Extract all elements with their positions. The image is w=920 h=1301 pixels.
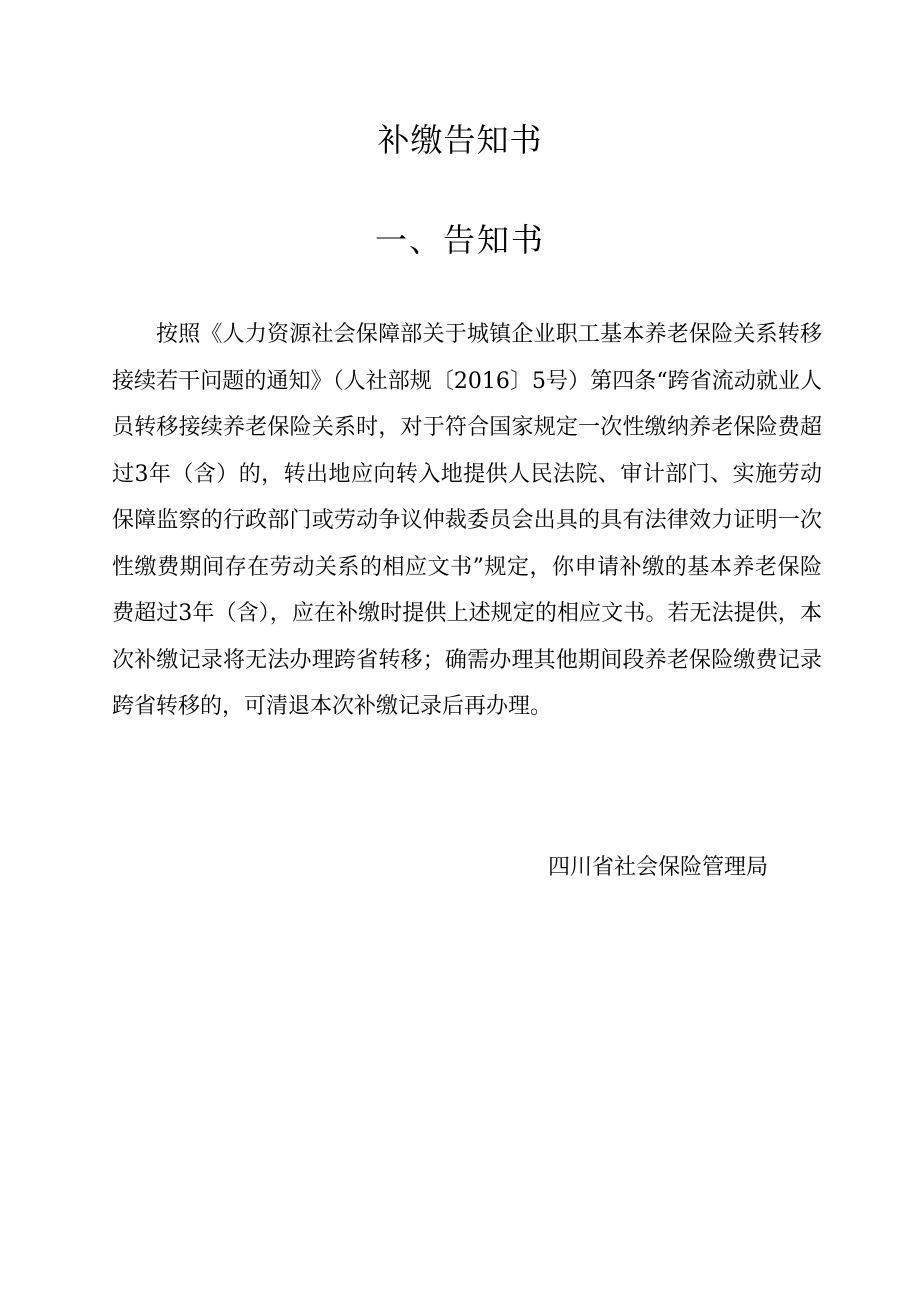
section-heading: 一、告知书 <box>374 221 545 259</box>
notice-body-paragraph: 按照《人力资源社会保障部关于城镇企业职工基本养老保险关系转移接续若干问题的通知》（人社部规〔2016〕5号）第四条“跨省流动就业人员转移接续养老保险关系时，对于符合国家规定一次性缴纳养老保险费超过3年（含）的，转出地应向转入地提供人民法院、审计部门、实施劳动保障监察的行政部门或劳动争议仲裁委员会出具的具有法律效力证明一次性缴费期间存在劳动关系的相应文书”规定，你申请补缴的基本养老保险费超过3年（含），应在补缴时提供上述规定的相应文书。若无法提供，本次补缴记录将无法办理跨省转移；确需办理其他期间段养老保险缴费记录跨省转移的，可清退本次补缴记录后再办理。 <box>112 322 822 719</box>
issuer-signature: 四川省社会保险管理局 <box>548 855 769 880</box>
document-title: 补缴告知书 <box>377 121 543 159</box>
